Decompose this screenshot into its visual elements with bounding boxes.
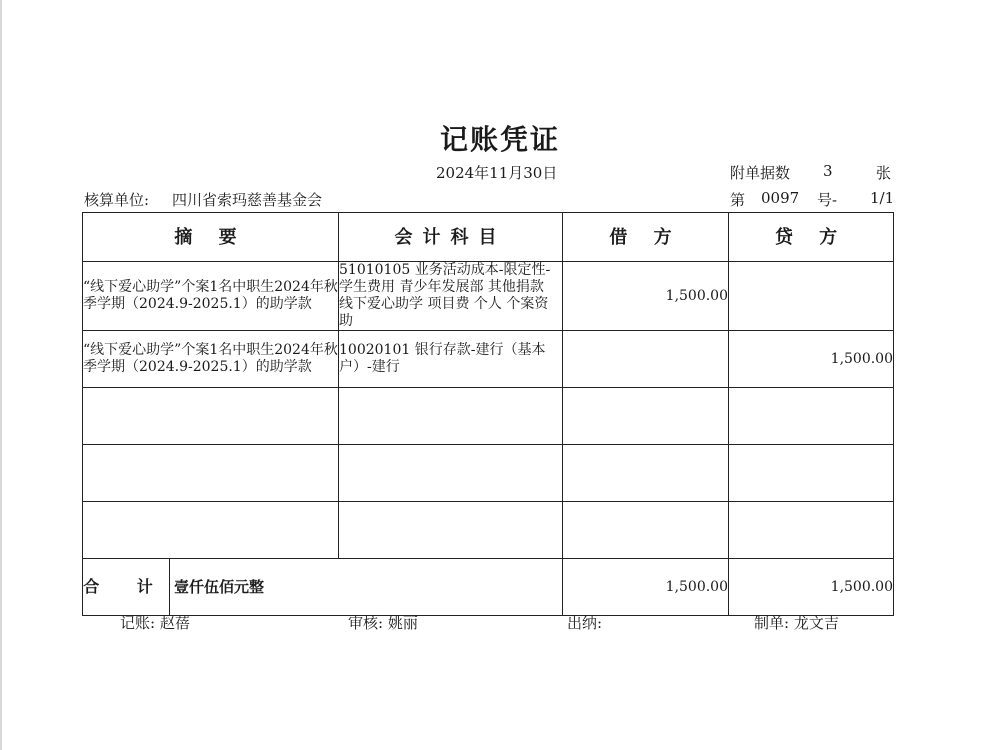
total-cell <box>83 559 563 616</box>
entry-summary <box>83 388 339 445</box>
signature-label: 记账: <box>120 614 156 632</box>
header-credit: 贷 方 <box>729 213 894 262</box>
table-row <box>83 331 894 388</box>
signature-cashier <box>567 612 602 633</box>
entry-account: 51010105 业务活动成本-限定性-学生费用 青少年发展部 其他捐款 线下爱心助学 项目费 个人 个案资助 <box>339 262 563 331</box>
voucher-page-count: 1/1 <box>870 189 895 207</box>
signature-label: 审核: <box>348 614 384 632</box>
voucher-number-label: 第 <box>730 191 746 209</box>
entry-summary <box>83 445 339 502</box>
table-row <box>83 262 894 331</box>
entry-summary: “线下爱心助学”个案1名中职生2024年秋季学期（2024.9-2025.1）的助学款 <box>83 262 339 331</box>
attachments-count: 3 <box>823 162 833 180</box>
entry-debit: 1,500.00 <box>563 262 729 331</box>
entry-debit <box>563 445 729 502</box>
voucher-title: 记账凭证 <box>439 123 560 156</box>
total-label: 合 计 <box>83 559 170 615</box>
entry-debit <box>563 502 729 559</box>
entry-summary: “线下爱心助学”个案1名中职生2024年秋季学期（2024.9-2025.1）的助学款 <box>83 331 339 388</box>
signature-label: 出纳: <box>567 614 603 632</box>
entry-debit <box>563 331 729 388</box>
voucher-date: 2024年11月30日 <box>436 164 558 182</box>
entry-debit <box>563 388 729 445</box>
table-header-row <box>83 213 894 262</box>
accounting-unit-name: 四川省索玛慈善基金会 <box>172 191 323 209</box>
entry-account <box>339 445 563 502</box>
table-row <box>83 388 894 445</box>
table-row <box>83 502 894 559</box>
signature-name: 龙文吉 <box>793 614 839 632</box>
signature-name: 姚丽 <box>387 614 418 632</box>
entry-credit <box>729 388 894 445</box>
header-debit: 借 方 <box>563 213 729 262</box>
header-account: 会计科目 <box>339 213 563 262</box>
entry-credit <box>729 445 894 502</box>
header-summary: 摘 要 <box>83 213 339 262</box>
signature-reviewer <box>348 612 418 633</box>
entry-account <box>339 502 563 559</box>
entry-credit: 1,500.00 <box>729 331 894 388</box>
signature-bookkeeper <box>120 612 190 633</box>
entry-account <box>339 388 563 445</box>
voucher-number: 0097 <box>761 189 800 207</box>
entry-credit <box>729 502 894 559</box>
entry-credit <box>729 262 894 331</box>
signature-name: 赵蓓 <box>159 614 190 632</box>
accounting-unit-label: 核算单位: <box>84 191 150 209</box>
signature-label: 制单: <box>754 614 790 632</box>
total-amount-words: 壹仟伍佰元整 <box>174 577 265 596</box>
attachments-unit: 张 <box>876 164 892 182</box>
total-debit: 1,500.00 <box>563 559 729 616</box>
signature-preparer <box>754 612 839 633</box>
entry-account: 10020101 银行存款-建行（基本户）-建行 <box>339 331 563 388</box>
voucher-number-suffix: 号- <box>817 191 838 209</box>
total-credit: 1,500.00 <box>729 559 894 616</box>
attachments-label: 附单据数 <box>730 164 791 182</box>
table-row <box>83 445 894 502</box>
voucher-table <box>82 212 894 616</box>
total-row <box>83 559 894 616</box>
entry-summary <box>83 502 339 559</box>
